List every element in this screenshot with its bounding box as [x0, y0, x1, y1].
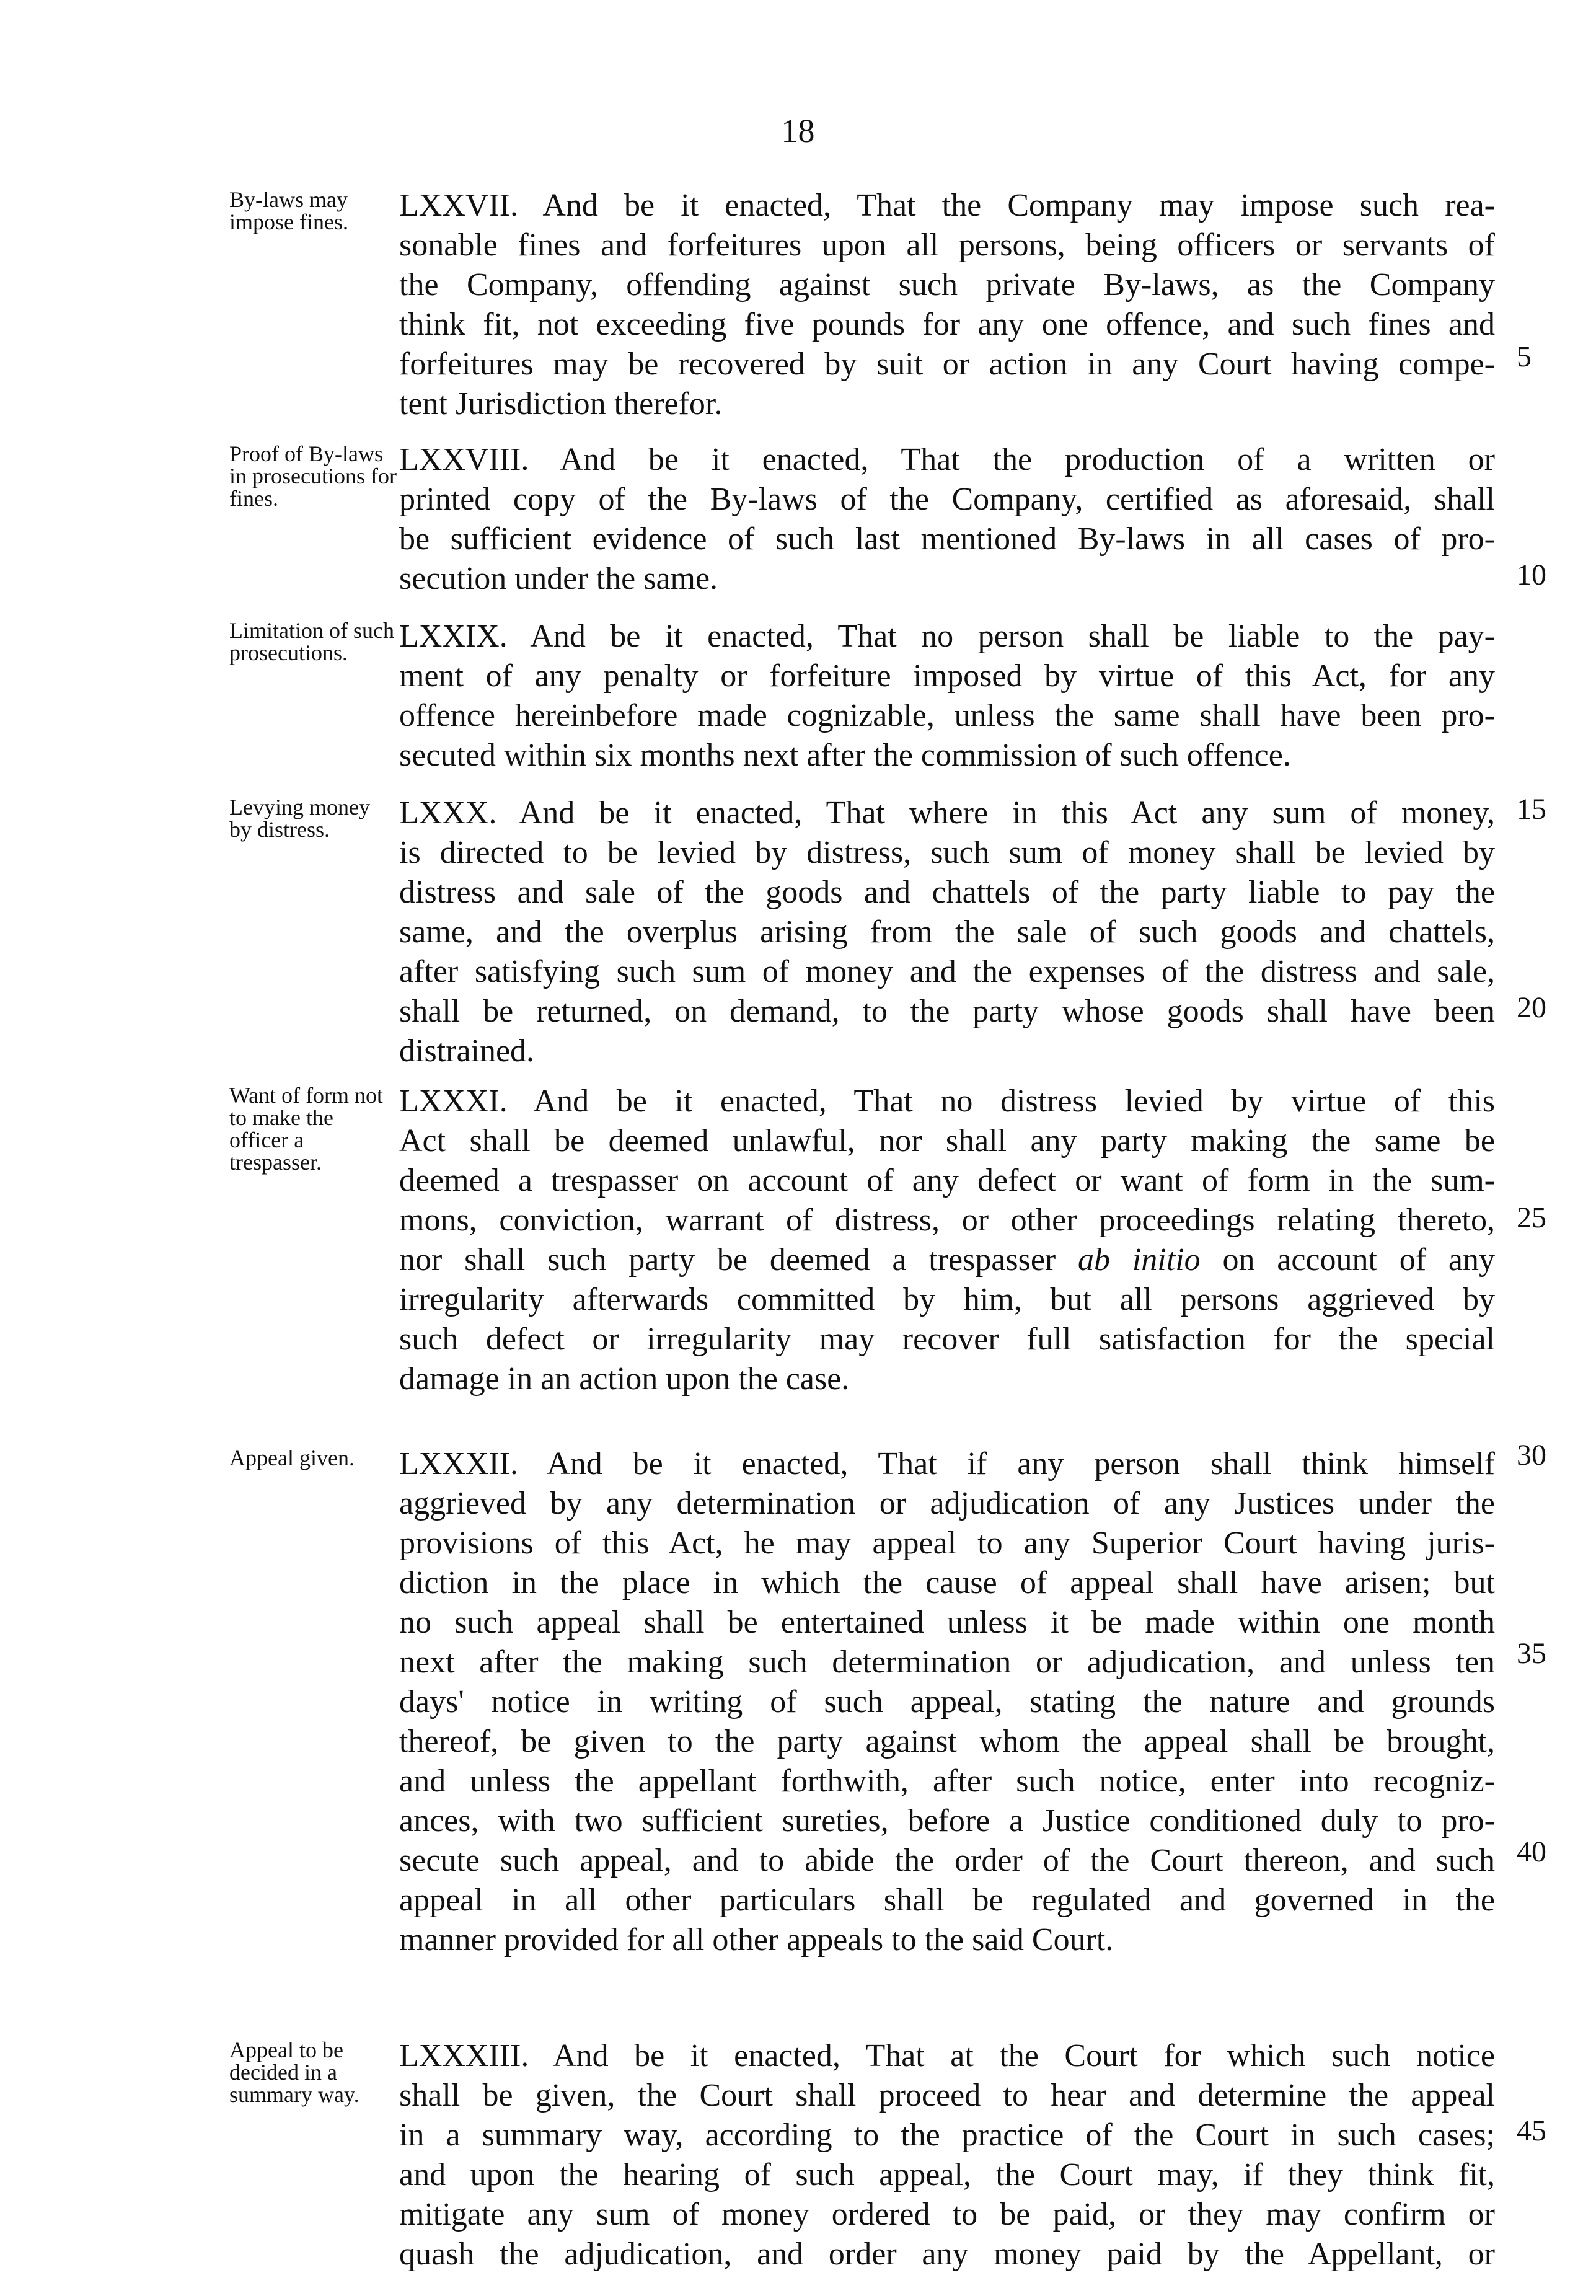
text-line: LXXX. And be it enacted, That where in this Act any sum of money, — [399, 795, 1495, 831]
line-number: 45 — [1517, 2114, 1546, 2147]
text-line: distress and sale of the goods and chattels of the party liable to pay the — [399, 875, 1495, 910]
text-line: aggrieved by any determination or adjudication of any Justices under the — [399, 1486, 1495, 1521]
text-line: and unless the appellant forthwith, after such notice, enter into recogniz- — [399, 1764, 1495, 1799]
text-line: ances, with two sufficient sureties, before a Justice conditioned duly to pro- — [399, 1803, 1495, 1839]
text-line: mitigate any sum of money ordered to be paid, or they may confirm or — [399, 2197, 1495, 2232]
section-text — [399, 440, 1495, 599]
text-line: manner provided for all other appeals to the said Court. — [399, 1922, 1114, 1958]
line-number: 10 — [1517, 559, 1546, 591]
text-line: in a summary way, according to the practice of the Court in such cases; — [399, 2117, 1495, 2153]
text-line: and upon the hearing of such appeal, the Court may, if they think fit, — [399, 2157, 1495, 2192]
text-line: same, and the overplus arising from the sale of such goods and chattels, — [399, 914, 1495, 950]
margin-note: Proof of By-laws in prosecutions for fines. — [229, 441, 397, 511]
text-line: quash the adjudication, and order any money paid by the Appellant, or — [399, 2236, 1495, 2272]
text-line: is directed to be levied by distress, such sum of money shall be levied by — [399, 835, 1495, 870]
section-text — [399, 1082, 1495, 1399]
text-line: appeal in all other particulars shall be regulated and governed in the — [399, 1883, 1495, 1918]
margin-note: Appeal given. — [229, 1446, 355, 1470]
text-line: diction in the place in which the cause of appeal shall have arisen; but — [399, 1565, 1495, 1601]
text-line: thereof, be given to the party against whom the appeal shall be brought, — [399, 1724, 1495, 1759]
text-line: shall be given, the Court shall proceed to hear and determine the appeal — [399, 2078, 1495, 2113]
text-line: such defect or irregularity may recover full satisfaction for the special — [399, 1322, 1495, 1357]
margin-note: Want of form not to make the officer a trespasser. — [229, 1083, 384, 1175]
line-number: 20 — [1517, 991, 1546, 1024]
line-number: 40 — [1517, 1835, 1546, 1868]
text-line: next after the making such determination or adjudication, and unless ten — [399, 1645, 1495, 1680]
text-line: tent Jurisdiction therefor. — [399, 386, 723, 422]
text-line: ment of any penalty or forfeiture imposed by virtue of this Act, for any — [399, 658, 1495, 694]
margin-note: Limitation of such prosecutions. — [229, 618, 394, 665]
margin-note: Levying money by distress. — [229, 795, 370, 842]
text-line: distrained. — [399, 1033, 535, 1069]
line-number: 25 — [1517, 1201, 1546, 1234]
line-number: 30 — [1517, 1439, 1546, 1472]
section-text — [399, 2036, 1495, 2274]
page-number: 18 — [781, 112, 815, 149]
section-text — [399, 1444, 1495, 1960]
text-line: secute such appeal, and to abide the order of the Court thereon, and such — [399, 1843, 1495, 1878]
text-line: secution under the same. — [399, 561, 718, 596]
text-line: shall be returned, on demand, to the party whose goods shall have been — [399, 994, 1495, 1029]
text-line: the Company, offending against such private By-laws, as the Company — [399, 267, 1495, 302]
text-line: think fit, not exceeding five pounds for any one offence, and such fines and — [399, 307, 1495, 342]
text-line: secuted within six months next after the commission of such offence. — [399, 738, 1291, 773]
text-line: Act shall be deemed unlawful, nor shall any party making the same be — [399, 1123, 1495, 1159]
text-line: LXXXI. And be it enacted, That no distress levied by virtue of this — [399, 1084, 1495, 1119]
text-line: offence hereinbefore made cognizable, unless the same shall have been pro- — [399, 698, 1495, 733]
text-line: irregularity afterwards committed by him, but all persons aggrieved by — [399, 1282, 1495, 1317]
margin-note: By-laws may impose fines. — [229, 187, 348, 234]
margin-note: Appeal to be decided in a summary way. — [229, 2038, 359, 2107]
text-line: sonable fines and forfeitures upon all persons, being officers or servants of — [399, 227, 1495, 263]
text-line: LXXXII. And be it enacted, That if any person shall think himself — [399, 1446, 1495, 1481]
text-line: LXXVII. And be it enacted, That the Company may impose such rea- — [399, 188, 1495, 223]
line-number: 5 — [1517, 340, 1532, 373]
text-line: LXXXIII. And be it enacted, That at the Court for which such notice — [399, 2038, 1495, 2073]
text-line: forfeitures may be recovered by suit or action in any Court having compe- — [399, 347, 1495, 382]
text-line: damage in an action upon the case. — [399, 1361, 850, 1397]
text-line: printed copy of the By-laws of the Company, certified as aforesaid, shall — [399, 482, 1495, 517]
text-line: deemed a trespasser on account of any defect or want of form in the sum- — [399, 1163, 1495, 1198]
text-line: LXXVIII. And be it enacted, That the production of a written or — [399, 442, 1495, 477]
text-line: be sufficient evidence of such last mentioned By-laws in all cases of pro- — [399, 521, 1495, 557]
line-number: 35 — [1517, 1637, 1546, 1670]
text-line: days' notice in writing of such appeal, stating the nature and grounds — [399, 1684, 1495, 1720]
latin-phrase: ab initio — [1078, 1242, 1201, 1278]
text-line: nor shall such party be deemed a trespasser ab initio on account of any — [399, 1242, 1495, 1278]
section-text — [399, 186, 1495, 424]
text-line: LXXIX. And be it enacted, That no person shall be liable to the pay- — [399, 619, 1495, 654]
line-number: 15 — [1517, 793, 1546, 826]
text-line: after satisfying such sum of money and the expenses of the distress and sale, — [399, 954, 1495, 989]
text-line: no such appeal shall be entertained unless it be made within one month — [399, 1605, 1495, 1640]
section-text — [399, 793, 1495, 1071]
text-line: mons, conviction, warrant of distress, or other proceedings relating thereto, — [399, 1203, 1495, 1238]
text-line: provisions of this Act, he may appeal to any Superior Court having juris- — [399, 1526, 1495, 1561]
section-text — [399, 617, 1495, 775]
